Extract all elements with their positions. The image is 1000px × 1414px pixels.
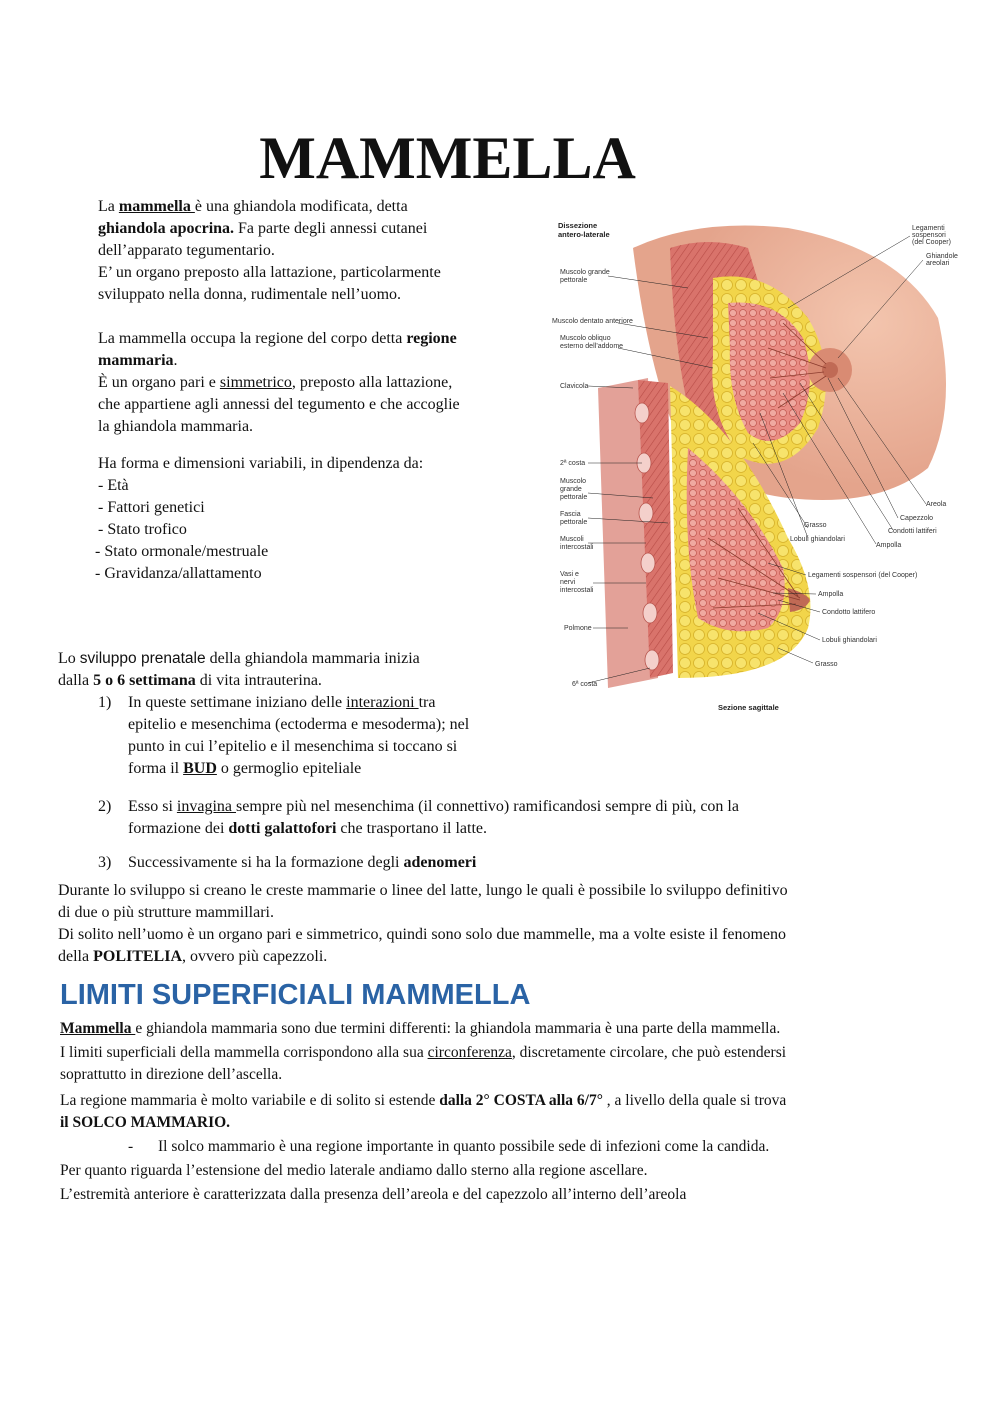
- intro-line: [98, 328, 460, 350]
- intro-line: sviluppato nella donna, rudimentale nell’uomo.: [98, 286, 402, 303]
- text: In queste settimane iniziano delle: [128, 694, 347, 711]
- text: di vita intrauterina.: [195, 672, 322, 689]
- factor-item: - Gravidanza/allattamento: [95, 565, 262, 582]
- term-dotti-galattofori: dotti galattofori: [228, 820, 337, 837]
- text: e ghiandola mammaria sono due termini differenti: la ghiandola mammaria è una parte della mammella.: [135, 1020, 781, 1037]
- bullet-line: [60, 1136, 970, 1158]
- intro-line: [98, 350, 460, 372]
- term-mammella: Mammella: [60, 1020, 136, 1037]
- text: Lo: [58, 650, 80, 667]
- paragraph-line: [58, 946, 958, 968]
- factor-item: - Età: [98, 477, 129, 494]
- term-circonferenza: circonferenza: [427, 1044, 512, 1061]
- development-step-3: [98, 852, 698, 874]
- figure-label: intercostali: [560, 587, 594, 594]
- term-adenomeri: adenomeri: [403, 854, 477, 871]
- figure-label: grande: [560, 486, 582, 493]
- step-text: [128, 852, 688, 874]
- intro-line: dell’apparato tegumentario.: [98, 242, 275, 259]
- factor-item: - Fattori genetici: [98, 499, 205, 516]
- paragraph-line: [60, 1090, 970, 1112]
- term-interazioni: interazioni: [346, 694, 419, 711]
- term-settimana: 5 o 6 settimana: [93, 672, 196, 689]
- breast-anatomy-figure: [538, 208, 958, 716]
- paragraph-line: [60, 1042, 970, 1064]
- intro-line: [98, 218, 441, 240]
- figure-title-bottom: Sezione sagittale: [718, 703, 779, 712]
- figure-label: nervi: [560, 579, 576, 586]
- figure-label: Ampolla: [876, 542, 902, 549]
- figure-label: Fascia: [560, 511, 581, 518]
- text: , ovvero più capezzoli.: [182, 948, 328, 965]
- intro-paragraph-2: [98, 328, 460, 438]
- development-step-2: [98, 796, 898, 840]
- figure-label: intercostali: [560, 544, 594, 551]
- figure-label: Polmone: [564, 625, 592, 632]
- term-sviluppo-prenatale: sviluppo prenatale: [79, 650, 206, 667]
- figure-label: Lobuli ghiandolari: [822, 637, 877, 644]
- figure-title-top: Dissezione: [558, 221, 598, 230]
- paragraph-line: Di solito nell’uomo è un organo pari e simmetrico, quindi sono solo due mammelle, ma a volte esiste il fenomeno: [58, 926, 787, 943]
- figure-label: Muscolo: [560, 478, 587, 485]
- section-heading: LIMITI SUPERFICIALI MAMMELLA: [60, 979, 531, 1011]
- step-line: [128, 796, 888, 818]
- text: tra: [418, 694, 436, 711]
- factor-item: - Stato trofico: [98, 521, 187, 538]
- figure-label: areolari: [926, 260, 950, 267]
- intro-line: la ghiandola mammaria.: [98, 418, 254, 435]
- text: o germoglio epiteliale: [216, 760, 362, 777]
- paragraph-line: di due o più strutture mammillari.: [58, 904, 274, 921]
- text: è una ghiandola modificata, detta: [194, 198, 408, 215]
- text: dalla: [58, 672, 94, 689]
- figure-label: Vasi e: [560, 571, 579, 578]
- step-line: [128, 818, 888, 840]
- intro-line: [98, 372, 460, 394]
- text: formazione dei: [128, 820, 229, 837]
- text: .: [173, 352, 178, 369]
- nipple: [822, 362, 838, 378]
- intro-line: che appartiene agli annessi del tegumento e che accoglie: [98, 396, 460, 413]
- text: della ghiandola mammaria inizia: [205, 650, 420, 667]
- figure-label: pettorale: [560, 494, 588, 501]
- paragraph-line: Durante lo sviluppo si creano le creste mammarie o linee del latte, lungo le quali è possibile lo sviluppo definitivo: [58, 882, 788, 899]
- figure-label: pettorale: [560, 277, 588, 284]
- figure-label: Ampolla: [818, 591, 844, 598]
- figure-label: Grasso: [815, 661, 838, 668]
- step-text: [128, 796, 888, 840]
- limits-paragraph: [60, 1018, 970, 1206]
- step-line: [128, 758, 469, 780]
- step-line: punto in cui l’epitelio e il mesenchima si toccano si: [128, 738, 458, 755]
- text: , preposto alla lattazione,: [291, 374, 453, 391]
- factor-item: - Stato ormonale/mestruale: [95, 543, 269, 560]
- bullet-dash: -: [128, 1138, 134, 1155]
- figure-label: Muscolo dentato anteriore: [552, 318, 633, 325]
- text: Esso si: [128, 798, 177, 815]
- text: , a livello della quale si trova: [602, 1092, 787, 1109]
- term-politelia: POLITELIA: [93, 948, 183, 965]
- term-regione: regione: [406, 330, 457, 347]
- text: La regione mammaria è molto variabile e di solito si estende: [60, 1092, 440, 1109]
- step-line: epitelio e mesenchima (ectoderma e mesoderma); nel: [128, 716, 470, 733]
- figure-label: Ghiandole: [926, 253, 958, 260]
- text: della: [58, 948, 94, 965]
- text: La: [98, 198, 119, 215]
- step-number: 3): [98, 854, 112, 871]
- figure-label: Muscoli: [560, 536, 584, 543]
- figure-label: sospensori: [912, 232, 946, 239]
- step-number: 1): [98, 694, 112, 711]
- figure-label: Condotto lattifero: [822, 609, 876, 616]
- step-number: 2): [98, 798, 112, 815]
- term-mammella: mammella: [118, 198, 195, 215]
- figure-label: Lobuli ghiandolari: [790, 536, 845, 543]
- page-title: MAMMELLA: [259, 125, 636, 191]
- text: forma il: [128, 760, 184, 777]
- figure-label: Capezzolo: [900, 515, 934, 522]
- paragraph-line: L’estremità anteriore è caratterizzata dalla presenza dell’areola e del capezzolo all’interno dell’areola: [60, 1186, 687, 1203]
- bullet-text: Il solco mammario è una regione importante in quanto possibile sede di infezioni come la candida.: [158, 1138, 770, 1155]
- step-line: [128, 692, 469, 714]
- term-simmetrico: simmetrico: [219, 374, 292, 391]
- figure-label: Condotti lattiferi: [888, 528, 937, 535]
- step-text: [128, 692, 469, 780]
- text: I limiti superficiali della mammella corrispondono alla sua: [60, 1044, 428, 1061]
- development-step-1: [98, 692, 538, 780]
- figure-title-top: antero-laterale: [558, 230, 610, 239]
- development-line: [58, 670, 420, 692]
- figure-label: pettorale: [560, 519, 588, 526]
- figure-label: Legamenti: [912, 225, 945, 232]
- figure-label: Grasso: [804, 522, 827, 529]
- figure-label: Muscolo grande: [560, 269, 610, 276]
- intro-line: E’ un organo preposto alla lattazione, particolarmente: [98, 264, 441, 281]
- text: , discretamente circolare, che può estendersi: [511, 1044, 787, 1061]
- text: che trasportano il latte.: [336, 820, 487, 837]
- figure-label: Muscolo obliquo: [560, 335, 611, 342]
- step-line: [128, 852, 688, 874]
- term-invagina: invagina: [176, 798, 236, 815]
- text: sempre più nel mesenchima (il connettivo) ramificandosi sempre di più, con la: [236, 798, 739, 815]
- intro-paragraph-1: [98, 196, 441, 306]
- term-mammaria: mammaria: [98, 352, 174, 369]
- paragraph-line: Per quanto riguarda l’estensione del medio laterale andiamo dallo sterno alla regione ascellare.: [60, 1162, 648, 1179]
- figure-label: 6ª costa: [572, 681, 598, 688]
- term-solco-mammario: il SOLCO MAMMARIO.: [60, 1114, 231, 1131]
- figure-label: Clavicola: [560, 383, 589, 390]
- intro-line: [98, 196, 441, 218]
- development-line: [58, 648, 420, 670]
- paragraph-line: [60, 1018, 970, 1040]
- figure-label: Areola: [926, 501, 947, 508]
- figure-label: esterno dell’addome: [560, 343, 624, 350]
- development-paragraph: [58, 648, 420, 692]
- figure-label: 2ª costa: [560, 460, 586, 467]
- term-costa: dalla 2° COSTA alla 6/7°: [439, 1092, 603, 1109]
- figure-label: (del Cooper): [912, 239, 951, 246]
- paragraph-line: [60, 1112, 970, 1134]
- text: Fa parte degli annessi cutanei: [234, 220, 428, 237]
- term-bud: BUD: [183, 760, 217, 777]
- paragraph-line: soprattutto in direzione dell’ascella.: [60, 1066, 283, 1083]
- intro-paragraph-3: Ha forma e dimensioni variabili, in dipendenza da:: [98, 455, 424, 472]
- term-apocrina: ghiandola apocrina.: [98, 220, 235, 237]
- text: La mammella occupa la regione del corpo detta: [98, 330, 407, 347]
- text: È un organo pari e: [98, 374, 220, 391]
- text: Successivamente si ha la formazione degli: [128, 854, 404, 871]
- development-after: [58, 880, 958, 968]
- figure-label: Legamenti sospensori (del Cooper): [808, 572, 918, 579]
